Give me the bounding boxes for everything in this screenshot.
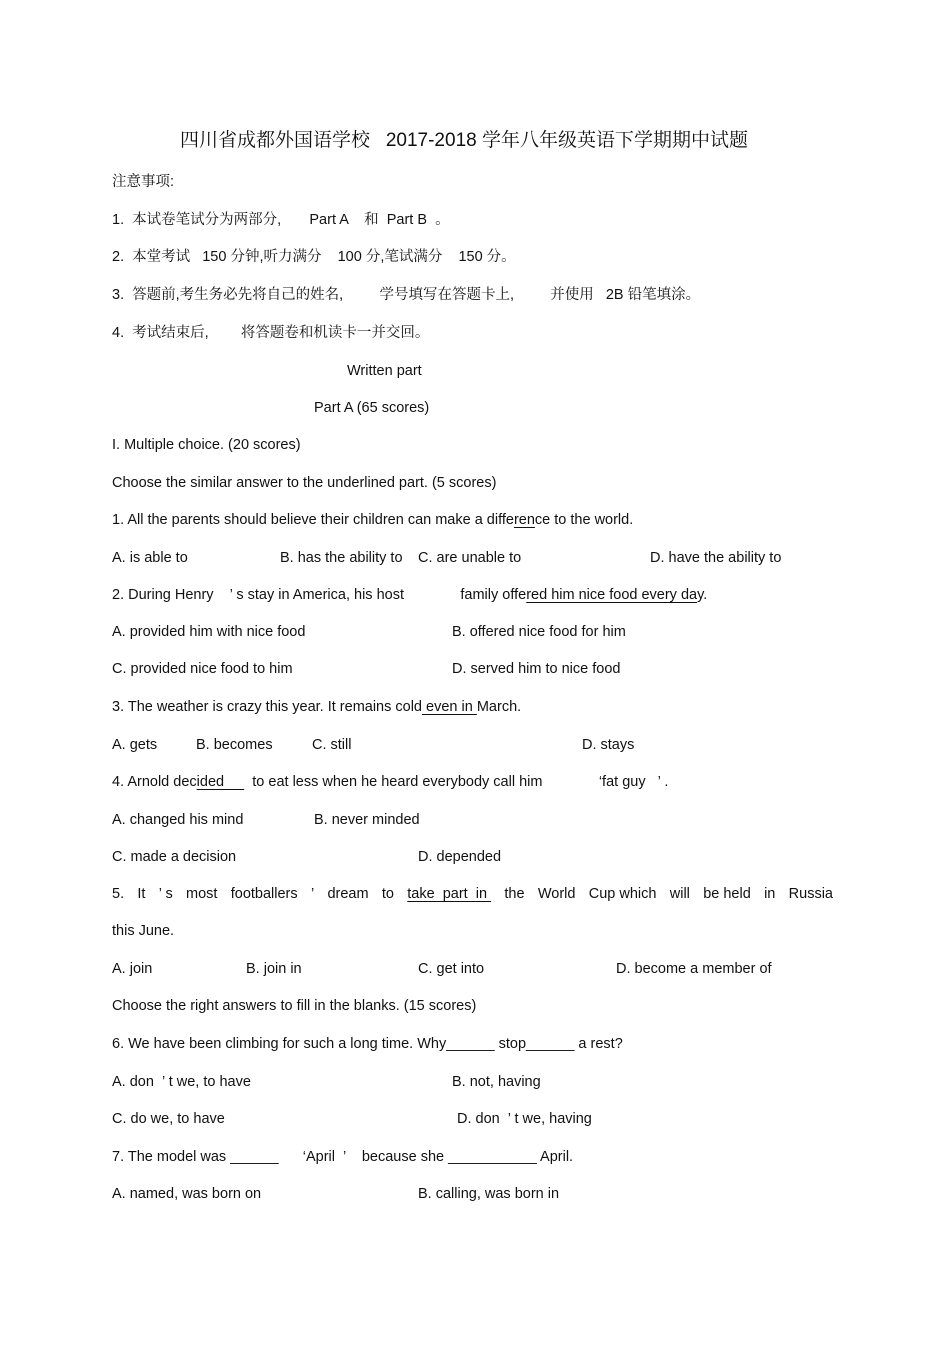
- page-title: 四川省成都外国语学校 2017-2018 学年八年级英语下学期期中试题: [180, 130, 748, 151]
- question-text: 1. All the parents should believe their children can make a diffe: [112, 512, 514, 528]
- question-1: [112, 510, 633, 530]
- question-5: [112, 884, 833, 904]
- question-text: March.: [476, 699, 522, 715]
- q2-option-d: D. served him to nice food: [452, 661, 621, 677]
- q5-word: the: [504, 886, 525, 902]
- q6-option-c: C. do we, to have: [112, 1111, 225, 1127]
- underlined-part: red him nice food every da: [526, 587, 698, 603]
- q6-option-b: B. not, having: [452, 1074, 541, 1090]
- q4-option-d: D. depended: [418, 849, 502, 865]
- note-item-3: 3. 答题前,考生务必先将自己的姓名, 学号填写在答题卡上, 并使用 2B 铅笔填涂。: [112, 287, 701, 303]
- question-text: ce to the world.: [534, 512, 634, 528]
- notes-heading: 注意事项:: [112, 174, 175, 190]
- q2-option-b: B. offered nice food for him: [452, 624, 626, 640]
- q3-option-a: A. gets: [112, 737, 158, 753]
- question-3: [112, 697, 521, 717]
- written-part-heading: Written part: [347, 363, 422, 379]
- underlined-part: ided: [196, 774, 245, 790]
- question-7: 7. The model was ______ ‘April ’ because she ___________ April.: [112, 1149, 574, 1165]
- question-text: 2. During Henry ’ s stay in America, his host family offe: [112, 587, 527, 603]
- question-text: 4. Arnold dec: [112, 774, 197, 790]
- q5-word: to: [381, 886, 394, 902]
- q7-option-b: B. calling, was born in: [418, 1186, 560, 1202]
- q5-option-c: C. get into: [418, 961, 485, 977]
- underlined-part: ren: [513, 512, 535, 528]
- q5-word: 5.: [112, 886, 125, 902]
- q5-word: Russia: [788, 886, 833, 902]
- part-a-heading: Part A (65 scores): [314, 400, 430, 416]
- q5-word: in: [764, 886, 776, 902]
- q5-option-d: D. become a member of: [616, 961, 772, 977]
- q5-option-a: A. join: [112, 961, 153, 977]
- q5-word: Cup which: [588, 886, 657, 902]
- question-4: [112, 772, 668, 792]
- q5-continuation: this June.: [112, 923, 175, 939]
- question-2: [112, 585, 707, 605]
- q5-option-b: B. join in: [246, 961, 302, 977]
- q4-option-c: C. made a decision: [112, 849, 237, 865]
- note-item-4: 4. 考试结束后, 将答题卷和机读卡一并交回。: [112, 325, 430, 341]
- q2-option-c: C. provided nice food to him: [112, 661, 293, 677]
- note-item-2: 2. 本堂考试 150 分钟,听力满分 100 分,笔试满分 150 分。: [112, 249, 516, 265]
- q5-word: footballers: [230, 886, 298, 902]
- q1-option-a: A. is able to: [112, 550, 188, 566]
- instruction-blanks: Choose the right answers to fill in the blanks. (15 scores): [112, 998, 477, 1014]
- q6-option-a: A. don ’ t we, to have: [112, 1074, 251, 1090]
- section-heading: I. Multiple choice. (20 scores): [112, 437, 301, 453]
- q4-option-a: A. changed his mind: [112, 812, 244, 828]
- q5-word: most: [186, 886, 218, 902]
- q6-option-d: D. don ’ t we, having: [457, 1111, 592, 1127]
- q5-word: It: [137, 886, 146, 902]
- q4-option-b: B. never minded: [314, 812, 420, 828]
- underlined-part: take part in: [407, 886, 492, 902]
- q3-option-b: B. becomes: [196, 737, 273, 753]
- q1-option-c: C. are unable to: [418, 550, 522, 566]
- q1-option-d: D. have the ability to: [650, 550, 782, 566]
- q5-word: World: [537, 886, 576, 902]
- note-item-1: 1. 本试卷笔试分为两部分, Part A 和 Part B 。: [112, 212, 450, 228]
- instruction-similar: Choose the similar answer to the underlined part. (5 scores): [112, 475, 497, 491]
- q5-word: dream: [327, 886, 369, 902]
- q5-word: be held: [703, 886, 751, 902]
- q3-option-d: D. stays: [582, 737, 635, 753]
- q5-word: ’: [310, 886, 315, 902]
- underlined-part: even in: [422, 699, 477, 715]
- q5-word: will: [669, 886, 690, 902]
- q2-option-a: A. provided him with nice food: [112, 624, 306, 640]
- question-text: y.: [697, 587, 708, 603]
- q7-option-a: A. named, was born on: [112, 1186, 262, 1202]
- q3-option-c: C. still: [312, 737, 352, 753]
- question-6: 6. We have been climbing for such a long time. Why______ stop______ a rest?: [112, 1036, 623, 1052]
- question-text: to eat less when he heard everybody call him ‘fat guy ’ .: [244, 774, 669, 790]
- question-text: 3. The weather is crazy this year. It remains cold: [112, 699, 423, 715]
- q5-word: ’ s: [158, 886, 173, 902]
- q1-option-b: B. has the ability to: [280, 550, 403, 566]
